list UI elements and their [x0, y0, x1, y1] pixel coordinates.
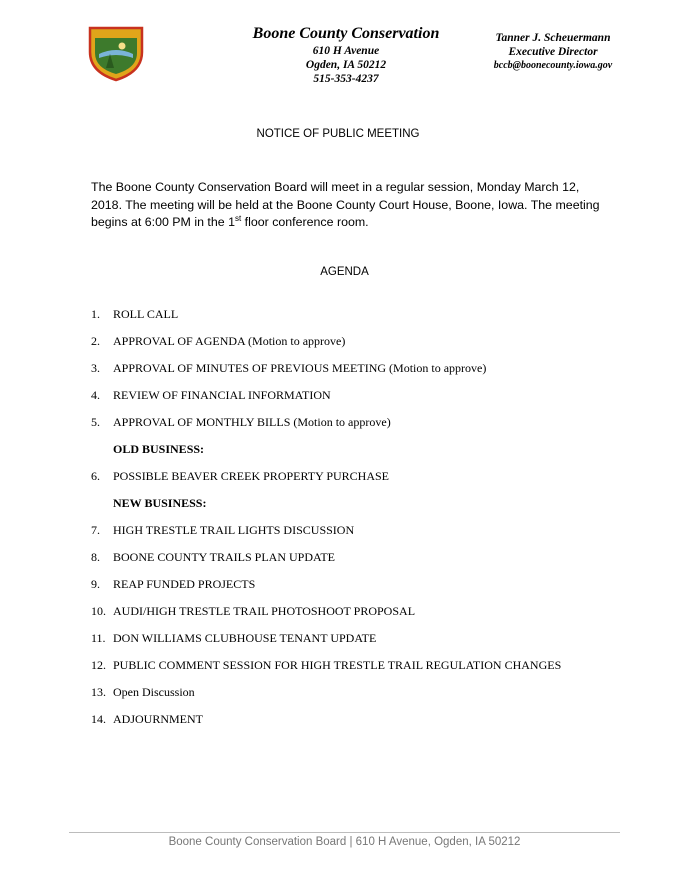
agenda-item: [91, 685, 195, 699]
new-business-heading: NEW BUSINESS:: [113, 496, 207, 510]
director-email: bccb@boonecounty.iowa.gov: [493, 60, 613, 71]
agenda-item-text: HIGH TRESTLE TRAIL LIGHTS DISCUSSION: [113, 523, 355, 537]
organization-address: 610 H Avenue: [312, 45, 380, 57]
agenda-item: [91, 550, 335, 564]
organization-header: [230, 24, 462, 86]
ordinal-suffix: st: [234, 213, 242, 223]
old-business-heading: OLD BUSINESS:: [113, 442, 205, 456]
agenda-item-number: 6.: [91, 469, 100, 483]
agenda-item-number: 8.: [91, 550, 100, 564]
agenda-item: [91, 577, 255, 591]
agenda-item-number: 14.: [91, 712, 106, 726]
agenda-item-text: APPROVAL OF MINUTES OF PREVIOUS MEETING (Motion to approve): [113, 361, 487, 375]
agenda-item: [91, 334, 345, 348]
agenda-item-text: APPROVAL OF AGENDA (Motion to approve): [113, 334, 346, 348]
agenda-item-text: REAP FUNDED PROJECTS: [113, 577, 256, 591]
agenda-item-text: AUDI/HIGH TRESTLE TRAIL PHOTOSHOOT PROPOSAL: [113, 604, 416, 618]
agenda-item-text: Open Discussion: [113, 685, 195, 699]
paragraph-text: The Boone County Conservation Board will meet in a regular session, Monday March 12, 2018. The meeting will be held at the Boone County Court House, Boone, Iowa. The meeting begins at 6:00 PM in the 1: [91, 180, 600, 229]
agenda-item: [91, 604, 415, 618]
agenda-item: [91, 415, 391, 429]
agenda-item: [91, 388, 331, 402]
agenda-title: AGENDA: [320, 266, 369, 278]
director-block: [478, 32, 628, 73]
agenda-item-text: ROLL CALL: [113, 307, 179, 321]
notice-title: NOTICE OF PUBLIC MEETING: [256, 128, 420, 140]
agenda-item-text: PUBLIC COMMENT SESSION FOR HIGH TRESTLE TRAIL REGULATION CHANGES: [113, 658, 562, 672]
agenda-item-text: POSSIBLE BEAVER CREEK PROPERTY PURCHASE: [113, 469, 389, 483]
agenda-item-number: 13.: [91, 685, 106, 699]
agenda-item: [91, 361, 486, 375]
agenda-item: [91, 712, 203, 726]
agenda-item-number: 2.: [91, 334, 100, 348]
agenda-item-text: DON WILLIAMS CLUBHOUSE TENANT UPDATE: [113, 631, 377, 645]
agenda-item-number: 1.: [91, 307, 100, 321]
page-footer: Boone County Conservation Board | 610 H Avenue, Ogden, IA 50212: [168, 836, 521, 848]
director-name: Tanner J. Scheuermann: [495, 32, 611, 44]
board-logo: [86, 24, 146, 82]
agenda-item-number: 9.: [91, 577, 100, 591]
agenda-item: [91, 658, 561, 672]
organization-name: Boone County Conservation: [252, 25, 440, 42]
director-title: Executive Director: [508, 45, 598, 58]
agenda-item-text: APPROVAL OF MONTHLY BILLS (Motion to approve): [113, 415, 391, 429]
footer-divider: [69, 832, 620, 833]
meeting-paragraph: [91, 179, 611, 232]
organization-phone: 515-353-4237: [313, 73, 379, 85]
agenda-item-text: ADJOURNMENT: [113, 712, 203, 726]
agenda-item: [91, 469, 389, 483]
organization-city: Ogden, IA 50212: [305, 59, 387, 71]
agenda-item-number: 7.: [91, 523, 100, 537]
paragraph-text-end: floor conference room.: [241, 215, 369, 229]
agenda-item-text: BOONE COUNTY TRAILS PLAN UPDATE: [113, 550, 336, 564]
agenda-item: [91, 523, 354, 537]
agenda-item: [91, 631, 376, 645]
agenda-item-number: 12.: [91, 658, 106, 672]
agenda-item-number: 11.: [91, 631, 106, 645]
agenda-item-number: 5.: [91, 415, 100, 429]
agenda-item-number: 4.: [91, 388, 100, 402]
agenda-item: [91, 307, 178, 321]
agenda-item-number: 10.: [91, 604, 106, 618]
agenda-item-number: 3.: [91, 361, 100, 375]
agenda-item-text: REVIEW OF FINANCIAL INFORMATION: [113, 388, 331, 402]
